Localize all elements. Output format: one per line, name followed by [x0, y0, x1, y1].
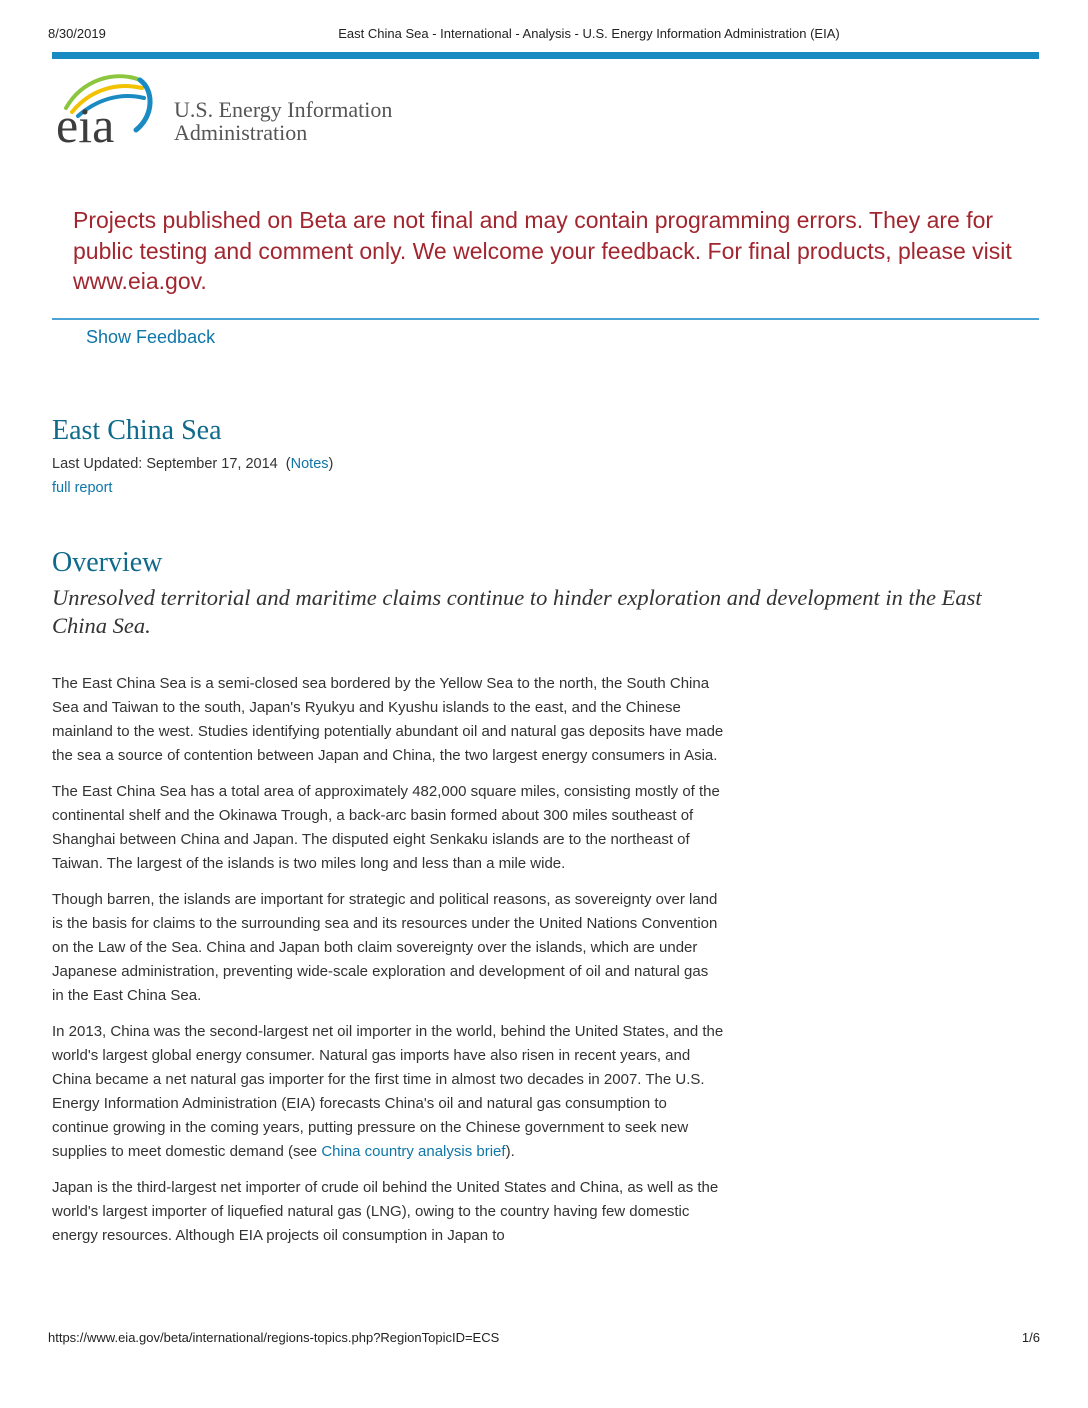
- paragraph-4: [52, 1020, 724, 1164]
- eia-logo-mark-icon: [52, 72, 162, 152]
- full-report-link[interactable]: full report: [52, 480, 113, 496]
- paragraph-3: Though barren, the islands are important for strategic and political reasons, as sovereignty over land is the basis for claims to the surrounding sea and its resources under the United Nations Convention on the Law of the Sea. China and Japan both claim sovereignty over the islands, which are under Japanese administration, preventing wide-scale exploration and development of oil and natural gas in the East China Sea.: [52, 891, 718, 1004]
- notes-paren-close: ): [328, 456, 334, 472]
- overview-subtitle: Unresolved territorial and maritime claims continue to hinder exploration and development in the East China Sea.: [52, 585, 982, 638]
- print-date: 8/30/2019: [48, 26, 106, 41]
- paragraph-4-end: ).: [505, 1143, 515, 1160]
- paragraph-5: Japan is the third-largest net importer of crude oil behind the United States and China, as well as the world's largest importer of liquefied natural gas (LNG), owing to the country having few domestic energy resources. Although EIA projects oil consumption in Japan to: [52, 1179, 719, 1244]
- print-footer: [48, 1330, 1040, 1346]
- eia-logo-text: eia: [56, 97, 115, 152]
- eia-logo[interactable]: [52, 72, 412, 152]
- print-header: [48, 26, 1040, 42]
- org-line-2: Administration: [174, 120, 308, 145]
- last-updated: [52, 456, 333, 472]
- eia-org-name: [174, 98, 392, 144]
- page-title: East China Sea: [52, 415, 222, 446]
- print-url: https://www.eia.gov/beta/international/regions-topics.php?RegionTopicID=ECS: [48, 1330, 500, 1345]
- paragraph-4-text: In 2013, China was the second-largest net oil importer in the world, behind the United States, and the world's largest global energy consumer. Natural gas imports have also risen in recent years, and China became a net natural gas importer for the first time in almost two decades in 2007. The U.S. Energy Information Administration (EIA) forecasts China's oil and natural gas consumption to continue growing in the coming years, putting pressure on the Chinese government to seek new supplies to meet domestic demand (see: [52, 1023, 724, 1160]
- notes-link[interactable]: Notes: [290, 456, 329, 472]
- divider-line: [52, 318, 1039, 320]
- paragraph-2: The East China Sea has a total area of approximately 482,000 square miles, consisting mostly of the continental shelf and the Okinawa Trough, a back-arc basin formed about 300 miles southeast of Shanghai between China and Japan. The disputed eight Senkaku islands are to the northeast of Taiwan. The largest of the islands is two miles long and less than a mile wide.: [52, 783, 720, 872]
- show-feedback-link[interactable]: Show Feedback: [86, 327, 216, 347]
- print-page-number: 1/6: [1021, 1330, 1040, 1345]
- notes-paren-open: (: [285, 456, 291, 472]
- last-updated-text: Last Updated: September 17, 2014: [52, 456, 278, 472]
- beta-notice: Projects published on Beta are not final and may contain programming errors. They are for public testing and comment only. We welcome your feedback. For final products, please visit www.eia.gov.: [73, 207, 1012, 294]
- overview-heading: Overview: [52, 547, 163, 578]
- print-page-title: East China Sea - International - Analysis - U.S. Energy Information Administration (EIA): [338, 26, 840, 41]
- china-brief-link[interactable]: China country analysis brief: [321, 1143, 506, 1160]
- org-line-1: U.S. Energy Information: [174, 97, 393, 122]
- paragraph-1: The East China Sea is a semi-closed sea bordered by the Yellow Sea to the north, the South China Sea and Taiwan to the south, Japan's Ryukyu and Kyushu islands to the east, and the Chinese mainland to the west. Studies identifying potentially abundant oil and natural gas deposits have made the sea a source of contention between Japan and China, the two largest energy consumers in Asia.: [52, 675, 724, 764]
- top-color-bar: [52, 52, 1039, 59]
- overview-body: [52, 672, 724, 1260]
